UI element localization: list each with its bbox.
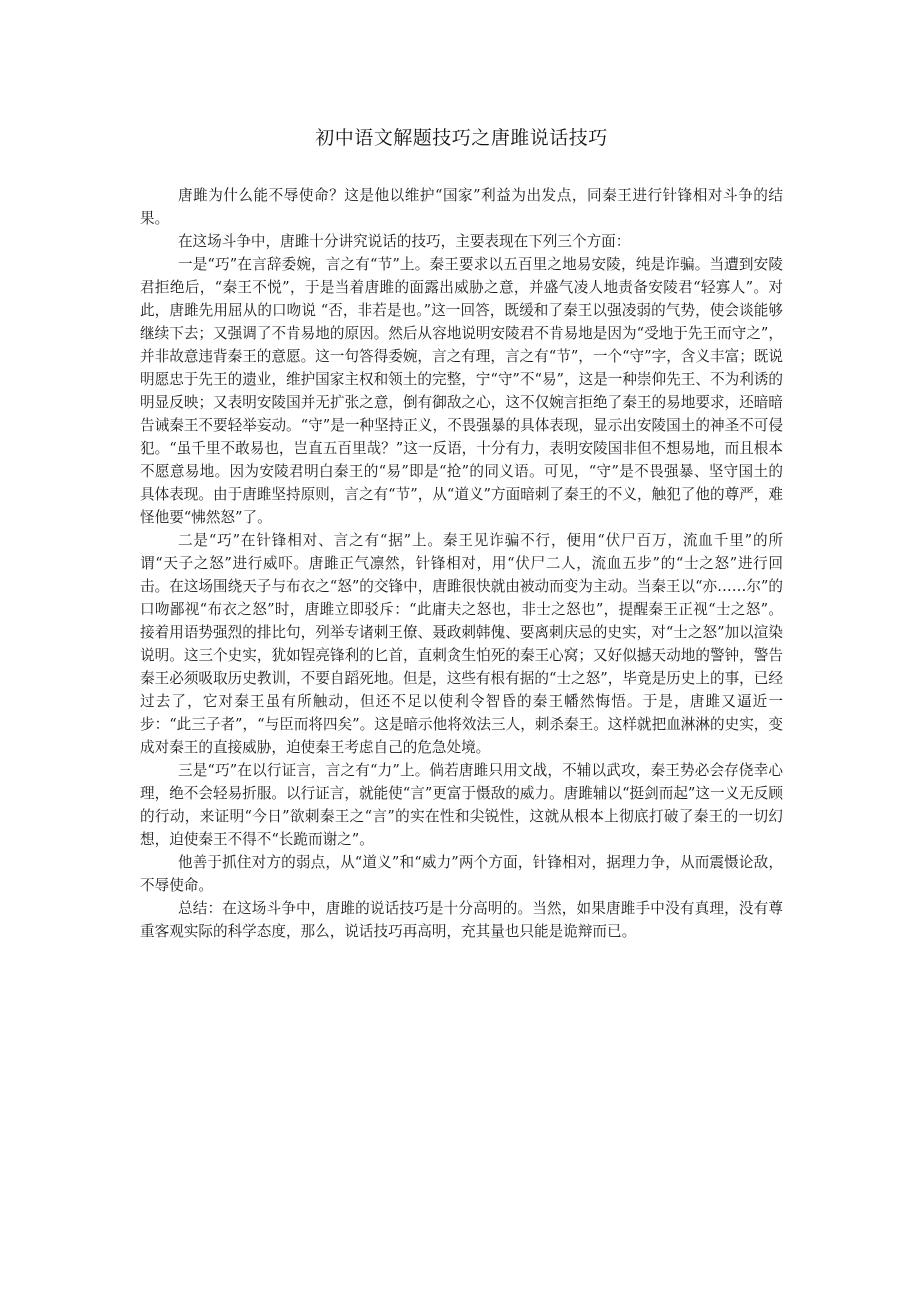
document-title: 初中语文解题技巧之唐雎说话技巧 — [315, 127, 608, 149]
paragraph-point-two: 二是“巧”在针锋相对、言之有“据”上。秦王见诈骗不行，便用“伏尸百万，流血千里”的所谓“天子之怒”进行威吓。唐雎正气凛然，针锋相对，用“伏尸二人，流血五步”的“士之怒”进行回击。在这场围绕天子与布衣之“怒”的交锋中，唐雎很快就由被动而变为主动。当秦王以“亦……尔”的口吻鄙视“布衣之怒”时，唐雎立即驳斥：“此庸夫之怒也，非士之怒也”，提醒秦王正视“士之怒”。接着用语势强烈的排比句，列举专诸刺王僚、聂政刺韩傀、要离刺庆忌的史实，对“士之怒”加以渲染说明。这三个史实，犹如锃亮锋利的匕首，直刺贪生怕死的秦王心窝；又好似撼天动地的警钟，警告秦王必须吸取历史教训，不要自蹈死地。但是，这些有根有据的“士之怒”，毕竟是历史上的事，已经过去了，它对秦王虽有所触动，但还不足以使利令智昏的秦王幡然悔悟。于是，唐雎又逼近一步：“此三子者”，“与臣而将四矣”。这是暗示他将效法三人，刺杀秦王。这样就把血淋淋的史实，变成对秦王的直接威胁，迫使秦王考虑自己的危急处境。 — [140, 532, 783, 756]
paragraph-point-one: 一是“巧”在言辞委婉，言之有“节”上。秦王要求以五百里之地易安陵，纯是诈骗。当遭到安陵君拒绝后，“秦王不悦”，于是当着唐雎的面露出威胁之意，并盛气凌人地责备安陵君“轻寡人”。对此，唐雎先用屈从的口吻说 “否，非若是也。”这一回答，既缓和了秦王以强凌弱的气势，使会谈能够继续下去；又强调了不肯易地的原因。然后从容地说明安陵君不肯易地是因为“受地于先王而守之”，并非故意违背秦王的意愿。这一句答得委婉，言之有理，言之有“节”，一个“守”字，含义丰富；既说明愿忠于先王的遗业，维护国家主权和领土的完整，宁“守”不“易”，这是一种崇仰先王、不为利诱的明显反映；又表明安陵国并无扩张之意，倒有御敌之心，这不仅婉言拒绝了秦王的易地要求，还暗暗告诫秦王不要轻举妄动。“守”是一种坚持正义，不畏强暴的具体表现，显示出安陵国土的神圣不可侵犯。“虽千里不敢易也，岂直五百里哉？”这一反语，十分有力，表明安陵国非但不想易地，而且根本不愿意易地。因为安陵君明白秦王的“易”即是“抢”的同义语。可见，“守”是不畏强暴、坚守国土的具体表现。由于唐雎坚持原则，言之有“节”，从“道义”方面暗刺了秦王的不义，触犯了他的尊严，难怪他要“怫然怒”了。 — [140, 256, 783, 526]
paragraph-conclusion: 总结：在这场斗争中，唐雎的说话技巧是十分高明的。当然，如果唐雎手中没有真理，没有尊重客观实际的科学态度，那么，说话技巧再高明，充其量也只能是诡辩而已。 — [140, 900, 783, 940]
paragraph-overview: 在这场斗争中，唐雎十分讲究说话的技巧，主要表现在下列三个方面： — [177, 233, 631, 250]
paragraph-point-three: 三是“巧”在以行证言，言之有“力”上。倘若唐雎只用文战，不辅以武攻，秦王势必会存侥幸心理，绝不会轻易折服。以行证言，就能使“言”更富于慑敌的威力。唐雎辅以“挺剑而起”这一义无反顾的行动，来证明“今日”欲刺秦王之“言”的实在性和尖锐性，这就从根本上彻底打破了秦王的一切幻想，迫使秦王不得不“长跪而谢之”。 — [140, 762, 783, 848]
document-body — [140, 184, 783, 943]
paragraph-intro: 唐雎为什么能不辱使命？这是他以维护“国家”利益为出发点，同秦王进行针锋相对斗争的结果。 — [140, 187, 783, 227]
paragraph-summary-note: 他善于抓住对方的弱点，从“道义”和“威力”两个方面，针锋相对，据理力争，从而震慑论敌，不辱使命。 — [140, 854, 783, 894]
document-page — [140, 0, 783, 943]
